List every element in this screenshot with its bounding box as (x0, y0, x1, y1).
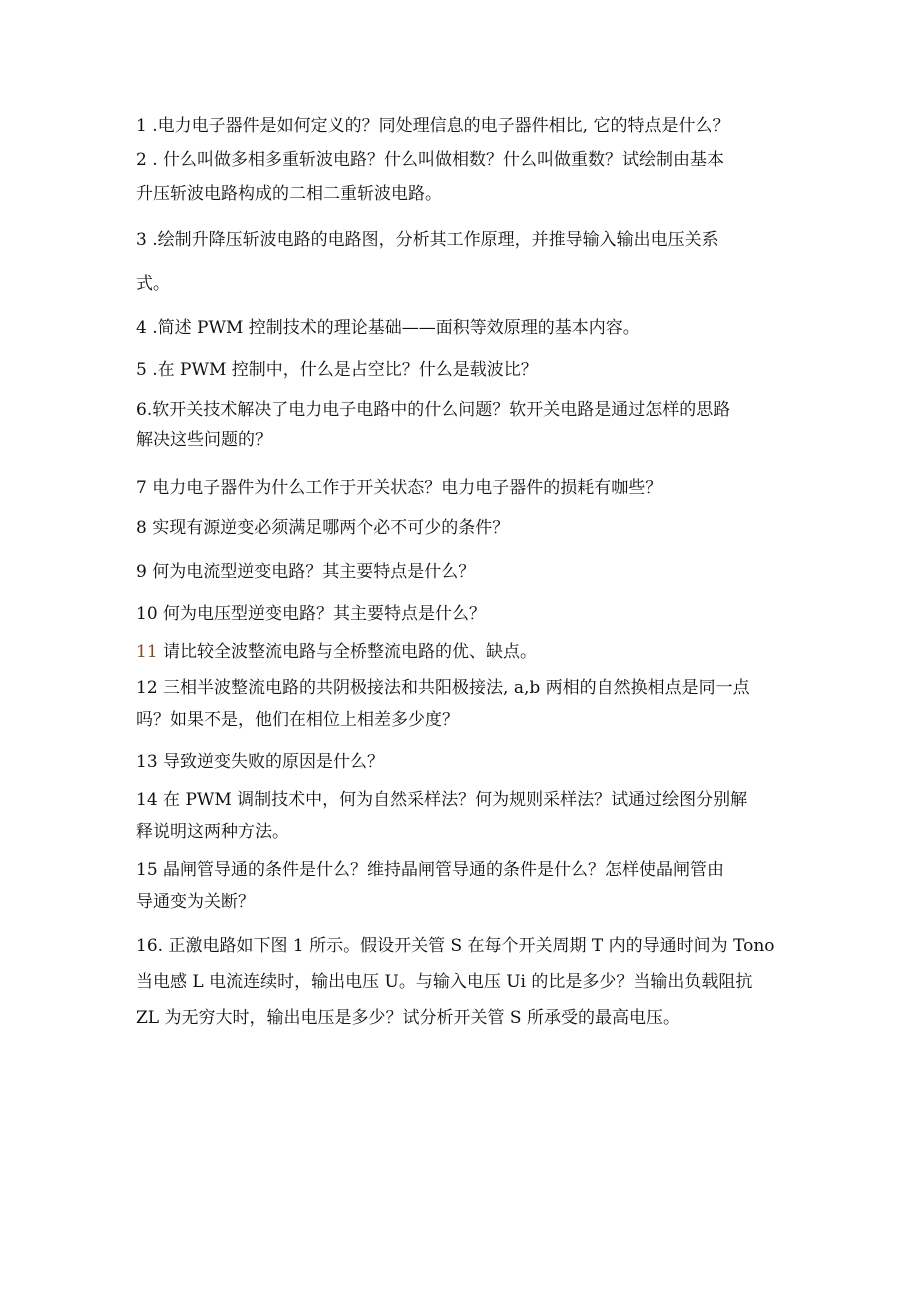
question-line (136, 674, 786, 702)
question-6 (136, 396, 786, 454)
question-8 (136, 514, 786, 542)
question-line (136, 146, 786, 174)
question-number: 8 (136, 518, 147, 538)
question-text: .电力电子器件是如何定义的？同处理信息的电子器件相比, 它的特点是什么？ (146, 116, 730, 136)
question-line: 当电感 L 电流连续时，输出电压 U。与输入电压 Ui 的比是多少？当输出负载阻抗 (136, 972, 753, 992)
question-text: .在 PWM 控制中，什么是占空比？什么是载波比？ (146, 360, 538, 380)
question-14 (136, 786, 786, 846)
question-13 (136, 748, 786, 776)
question-text: 请比较全波整流电路与全桥整流电路的优、缺点。 (157, 642, 538, 662)
question-text: 实现有源逆变必须满足哪两个必不可少的条件？ (146, 518, 510, 538)
question-15 (136, 856, 786, 916)
question-number: 12 (136, 678, 158, 698)
question-5 (136, 356, 786, 384)
question-16 (136, 932, 786, 1032)
question-number: 4 (136, 318, 147, 338)
question-line: ZL 为无穷大时，输出电压是多少？试分析开关管 S 所承受的最高电压。 (136, 1008, 680, 1028)
question-2 (136, 146, 786, 208)
question-text: . 什么叫做多相多重斩波电路？什么叫做相数？什么叫做重数？试绘制由基本 (146, 150, 725, 170)
question-10 (136, 600, 786, 628)
question-line (136, 748, 786, 776)
question-1 (136, 112, 786, 140)
question-line (136, 600, 786, 628)
question-number: 10 (136, 604, 158, 624)
question-line: 导通变为关断？ (136, 892, 255, 912)
question-line: 升压斩波电路构成的二相二重斩波电路。 (136, 184, 442, 204)
question-number: 2 (136, 150, 147, 170)
question-line: 式。 (136, 274, 170, 294)
question-3 (136, 226, 786, 298)
question-text: 三相半波整流电路的共阴极接法和共阳极接法, a,b 两相的自然换相点是同一点 (157, 678, 750, 698)
question-text: 导致逆变失败的原因是什么？ (157, 752, 385, 772)
question-text: .绘制升降压斩波电路的电路图，分析其工作原理，并推导输入输出电压关系 (146, 230, 719, 250)
question-number: 1 (136, 116, 147, 136)
question-line: 吗？如果不是，他们在相位上相差多少度？ (136, 710, 459, 730)
question-text: 晶闸管导通的条件是什么？维持晶闸管导通的条件是什么？怎样使晶闸管由 (157, 860, 725, 880)
question-number: 3 (136, 230, 147, 250)
question-line (136, 314, 786, 342)
question-text: 正激电路如下图 1 所示。假设开关管 S 在每个开关周期 T 内的导通时间为 Tono (163, 936, 775, 956)
question-4 (136, 314, 786, 342)
question-line (136, 356, 786, 384)
question-line (136, 558, 786, 586)
question-line (136, 226, 786, 254)
question-text: 在 PWM 调制技术中，何为自然采样法？何为规则采样法？试通过绘图分别解 (157, 790, 748, 810)
question-line (136, 932, 786, 960)
question-number: 14 (136, 790, 158, 810)
question-text: .简述 PWM 控制技术的理论基础——面积等效原理的基本内容。 (146, 318, 640, 338)
question-number: 7 (136, 478, 147, 498)
question-text: 何为电流型逆变电路？其主要特点是什么？ (146, 562, 476, 582)
question-9 (136, 558, 786, 586)
question-line (136, 638, 786, 666)
question-7 (136, 474, 786, 502)
question-11 (136, 638, 786, 666)
question-line (136, 856, 786, 884)
question-line: 释说明这两种方法。 (136, 822, 289, 842)
question-line (136, 112, 786, 140)
question-number: 16. (136, 936, 164, 956)
question-number: 11 (136, 642, 158, 662)
question-number: 15 (136, 860, 158, 880)
question-number: 13 (136, 752, 158, 772)
question-line (136, 474, 786, 502)
question-text: 软开关技术解决了电力电子电路中的什么问题？软开关电路是通过怎样的思路 (152, 400, 731, 420)
question-line (136, 396, 786, 424)
question-text: 何为电压型逆变电路？其主要特点是什么？ (157, 604, 487, 624)
question-number: 5 (136, 360, 147, 380)
question-line (136, 786, 786, 814)
question-text: 电力电子器件为什么工作于开关状态？电力电子器件的损耗有咖些？ (146, 478, 663, 498)
question-12 (136, 674, 786, 734)
question-number: 6. (136, 400, 153, 420)
question-line (136, 514, 786, 542)
question-number: 9 (136, 562, 147, 582)
question-line: 解决这些问题的？ (136, 430, 272, 450)
